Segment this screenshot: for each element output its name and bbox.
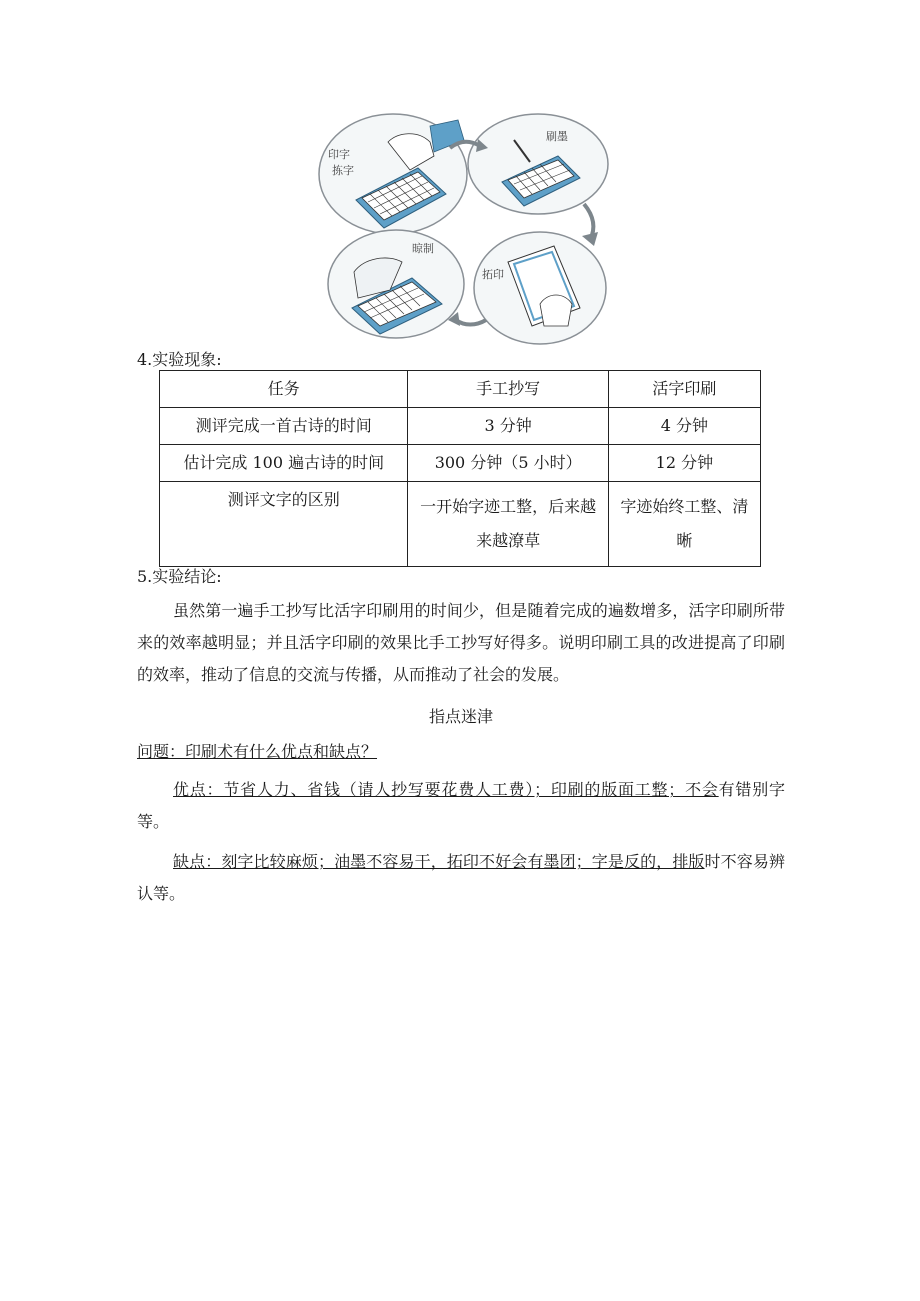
advantages-paragraph (137, 774, 785, 838)
experiment-results-table (159, 370, 761, 567)
advantages-underlined: 优点：节省人力、省钱（请人抄写要花费人工费）；印刷的版面工整；不会 (173, 780, 719, 799)
printing-process-diagram (318, 112, 610, 346)
figure-label-2: 拣字 (332, 164, 354, 177)
table-cell: 3 分钟 (408, 408, 608, 445)
figure-label-1: 印字 (328, 148, 350, 161)
table-cell: 测评文字的区别 (160, 482, 408, 567)
table-row (160, 482, 761, 567)
figure-label-3: 刷墨 (546, 130, 568, 143)
table-row (160, 408, 761, 445)
table-header-row (160, 371, 761, 408)
printing-process-illustration (318, 112, 610, 346)
arrow-3 (456, 320, 486, 325)
table-row (160, 445, 761, 482)
figure-label-4: 拓印 (482, 268, 504, 281)
tips-title: 指点迷津 (428, 707, 493, 726)
section-4-title: 4.实验现象: (137, 350, 222, 369)
advantages-rest: 有错别字等。 (137, 780, 785, 831)
table-cell: 一开始字迹工整，后来越来越潦草 (408, 482, 608, 567)
figure-label-5: 晾制 (412, 242, 434, 255)
table-cell: 300 分钟（5 小时） (408, 445, 608, 482)
disadvantages-underlined: 缺点：刻字比较麻烦；油墨不容易干，拓印不好会有墨团；字是反的，排版 (173, 852, 705, 871)
disadvantages-rest: 时不容易辨认等。 (137, 852, 785, 903)
table-cell: 测评完成一首古诗的时间 (160, 408, 408, 445)
table-header-cell: 活字印刷 (608, 371, 760, 408)
table-cell: 估计完成 100 遍古诗的时间 (160, 445, 408, 482)
table-cell: 4 分钟 (608, 408, 760, 445)
table-header-cell: 任务 (160, 371, 408, 408)
conclusion-paragraph: 虽然第一遍手工抄写比活字印刷用的时间少，但是随着完成的遍数增多，活字印刷所带来的效率越明显；并且活字印刷的效果比手工抄写好得多。说明印刷工具的改进提高了印刷的效率，推动了信息的交流与传播，从而推动了社会的发展。 (137, 601, 785, 684)
section-5-title: 5.实验结论: (137, 567, 222, 586)
table-cell: 12 分钟 (608, 445, 760, 482)
table-header-cell: 手工抄写 (408, 371, 608, 408)
question-line: 问题：印刷术有什么优点和缺点？ (137, 742, 378, 761)
disadvantages-paragraph (137, 846, 785, 910)
table-cell: 字迹始终工整、清晰 (608, 482, 760, 567)
